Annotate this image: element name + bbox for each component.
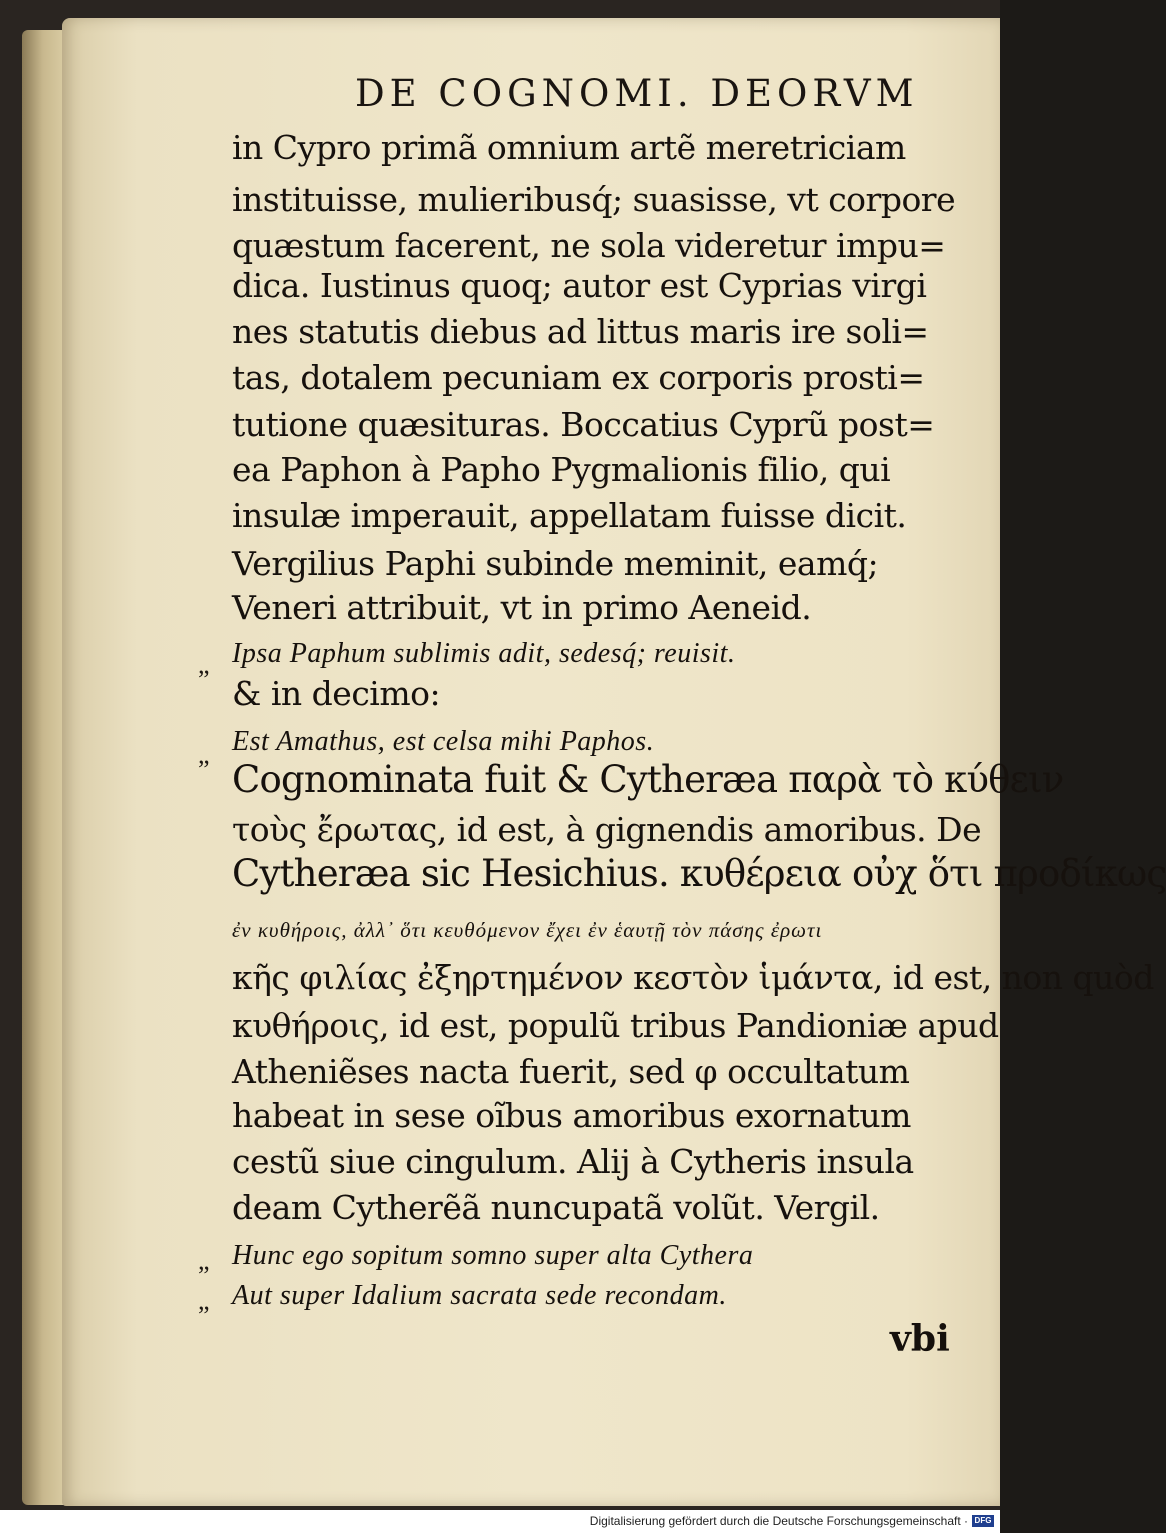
text-line: tutione quæsituras. Boccatius Cyprũ post= <box>232 405 935 444</box>
text-line: Cytheræa sic Hesichius. κυθέρεια οὐχ ὅτι προδίκως <box>232 852 1166 895</box>
text-line: nes statutis diebus ad littus maris ire soli= <box>232 312 929 351</box>
text-line: & in decimo: <box>232 674 441 713</box>
text-line: dica. Iustinus quoq; autor est Cyprias virgi <box>232 266 927 305</box>
text-line: Cognominata fuit & Cytheræa παρὰ τὸ κύθειν <box>232 758 1064 801</box>
text-line: cestũ siue cingulum. Alij à Cytheris insula <box>232 1142 914 1181</box>
text-line: deam Cytherẽã nuncupatã volũt. Vergil. <box>232 1188 880 1227</box>
text-line: quæstum facerent, ne sola videretur impu= <box>232 226 946 265</box>
quotation-mark: „ <box>198 740 210 769</box>
text-line: Vergilius Paphi subinde meminit, eamq́; <box>232 544 879 583</box>
verse-line: Aut super Idalium sacrata sede recondam. <box>232 1280 727 1311</box>
text-line: κῆς φιλίας ἐξηρτημένον κεστὸν ἱμάντα, id est, non quòd <box>232 958 1154 997</box>
running-title: DE COGNOMI. DEORVM <box>355 72 919 115</box>
catchword: vbi <box>890 1318 950 1360</box>
verse-line: Ipsa Paphum sublimis adit, sedesq́; reuisit. <box>232 638 736 669</box>
text-line: habeat in sese oĩbus amoribus exornatum <box>232 1096 911 1135</box>
text-line: tas, dotalem pecuniam ex corporis prosti= <box>232 358 925 397</box>
verse-line: Hunc ego sopitum somno super alta Cythera <box>232 1240 754 1271</box>
text-line: Veneri attribuit, vt in primo Aeneid. <box>232 588 812 627</box>
quotation-mark: „ <box>198 1246 210 1275</box>
text-line: insulæ imperauit, appellatam fuisse dicit. <box>232 496 907 535</box>
dfg-logo-icon: DFG <box>972 1515 994 1527</box>
verse-line: Est Amathus, est celsa mihi Paphos. <box>232 726 655 757</box>
greek-line: ἐν κυθήροις, ἀλλ᾽ ὅτι κευθόμενον ἔχει ἐν ἑαυτῇ τὸν πάσης ἐρωτι <box>232 918 823 942</box>
footer-bar <box>0 1510 1000 1533</box>
text-line: κυθήροις, id est, populũ tribus Pandioniæ apud <box>232 1006 999 1045</box>
quotation-mark: „ <box>198 1286 210 1315</box>
text-line: Atheniẽses nacta fuerit, sed φ occultatum <box>232 1052 910 1091</box>
quotation-mark: „ <box>198 650 210 679</box>
text-line: τοὺς ἔρωτας, id est, à gignendis amoribus. De <box>232 810 982 849</box>
text-line: in Cypro primã omnium artẽ meretriciam <box>232 128 906 167</box>
text-line: instituisse, mulieribusq́; suasisse, vt corpore <box>232 180 956 219</box>
funding-credit: Digitalisierung gefördert durch die Deutsche Forschungsgemeinschaft · <box>589 1514 968 1528</box>
text-line: ea Paphon à Papho Pygmalionis filio, qui <box>232 450 891 489</box>
